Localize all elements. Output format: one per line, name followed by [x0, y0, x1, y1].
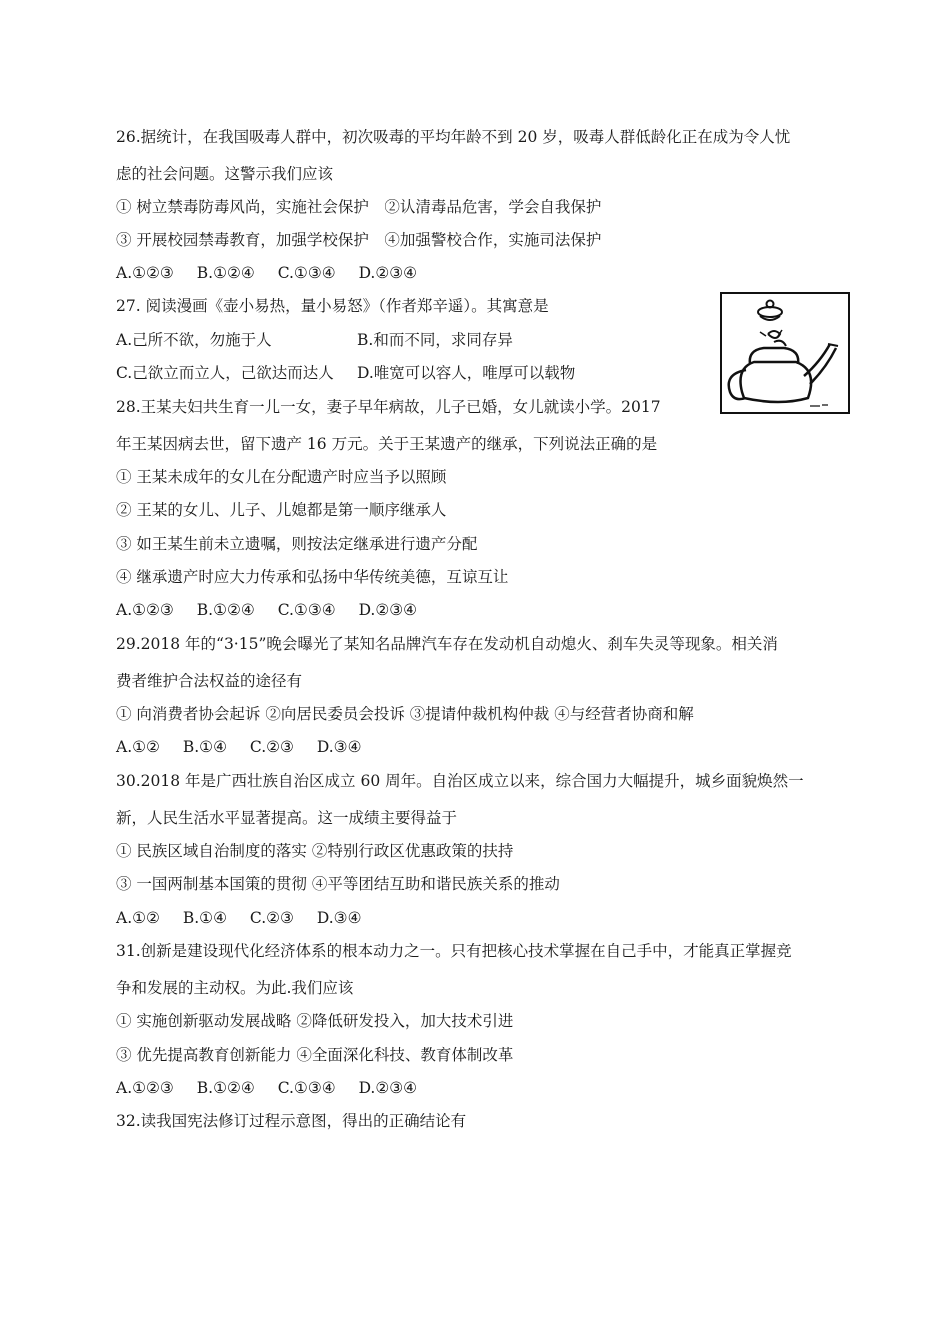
q31-item-line2: ③ 优先提高教育创新能力 ④全面深化科技、教育体制改革: [116, 1046, 514, 1064]
q29-option-d: D.③④: [316, 738, 362, 756]
q31-option-c: C.①③④: [277, 1079, 336, 1097]
q29-option-a: A.①②: [116, 738, 160, 756]
q26-options: [116, 263, 435, 283]
q28-item-1: ① 王某未成年的女儿在分配遗产时应当予以照顾: [116, 468, 447, 486]
q26-stem-line2: 虑的社会问题。这警示我们应该: [116, 165, 334, 183]
q28-option-a: A.①②③: [116, 601, 174, 619]
q26-option-d: D.②③④: [358, 264, 418, 282]
q28-item-4: ④ 继承遗产时应大力传承和弘扬中华传统美德，互谅互让: [116, 568, 509, 586]
q30-option-a: A.①②: [116, 909, 160, 927]
q31-stem-line1: 31.创新是建设现代化经济体系的根本动力之一。只有把核心技术掌握在自己手中，才能真正掌握竞: [116, 942, 792, 960]
q30-stem-line1: 30.2018 年是广西壮族自治区成立 60 周年。自治区成立以来，综合国力大幅提升，城乡面貌焕然一: [116, 772, 804, 790]
q30-stem-line2: 新，人民生活水平显著提高。这一成绩主要得益于: [116, 809, 458, 827]
q31-options: [116, 1078, 435, 1098]
q26-item-line2: ③ 开展校园禁毒教育，加强学校保护 ④加强警校合作，实施司法保护: [116, 231, 602, 249]
q30-option-d: D.③④: [316, 909, 362, 927]
q28-stem-line1: 28.王某夫妇共生育一儿一女，妻子早年病故，儿子已婚，女儿就读小学。2017: [116, 398, 661, 416]
q29-stem-line2: 费者维护合法权益的途径有: [116, 672, 303, 690]
q26-option-a: A.①②③: [116, 264, 174, 282]
q30-item-line2: ③ 一国两制基本国策的贯彻 ④平等团结互助和谐民族关系的推动: [116, 875, 560, 893]
q26-item-line1: ① 树立禁毒防毒风尚，实施社会保护 ②认清毒品危害，学会自我保护: [116, 198, 602, 216]
q29-option-b: B.①④: [182, 738, 227, 756]
q30-option-c: C.②③: [249, 909, 294, 927]
q31-option-a: A.①②③: [116, 1079, 174, 1097]
q27-stem: 27. 阅读漫画《壶小易热，量小易怒》（作者郑辛遥）。其寓意是: [116, 297, 549, 315]
q28-item-2: ② 王某的女儿、儿子、儿媳都是第一顺序继承人: [116, 501, 447, 519]
q30-item-line1: ① 民族区域自治制度的落实 ②特别行政区优惠政策的扶持: [116, 842, 514, 860]
q31-option-b: B.①②④: [196, 1079, 255, 1097]
q28-item-3: ③ 如王某生前未立遗嘱，则按法定继承进行遗产分配: [116, 535, 478, 553]
q31-item-line1: ① 实施创新驱动发展战略 ②降低研发投入，加大技术引进: [116, 1012, 514, 1030]
q29-option-c: C.②③: [249, 738, 294, 756]
q28-stem-line2: 年王某因病去世，留下遗产 16 万元。关于王某遗产的继承，下列说法正确的是: [116, 435, 658, 453]
q26-option-b: B.①②④: [196, 264, 255, 282]
q27-option-a: A.己所不欲，勿施于人: [116, 331, 272, 349]
q32-stem: 32.读我国宪法修订过程示意图，得出的正确结论有: [116, 1112, 467, 1130]
q30-options: [116, 908, 379, 928]
q28-option-c: C.①③④: [277, 601, 336, 619]
q31-option-d: D.②③④: [358, 1079, 418, 1097]
q26-stem-line1: 26.据统计，在我国吸毒人群中，初次吸毒的平均年龄不到 20 岁，吸毒人群低龄化正在成为令人忧: [116, 128, 791, 146]
q27-option-c: C.己欲立而立人，己欲达而达人: [116, 364, 334, 382]
q30-option-b: B.①④: [182, 909, 227, 927]
q26-option-c: C.①③④: [277, 264, 336, 282]
q27-option-d: D.唯宽可以容人，唯厚可以载物: [357, 364, 576, 382]
teapot-cartoon-image: [720, 292, 850, 414]
q28-options: [116, 600, 435, 620]
q31-stem-line2: 争和发展的主动权。为此.我们应该: [116, 979, 354, 997]
q28-option-b: B.①②④: [196, 601, 255, 619]
q29-options: [116, 737, 379, 757]
q27-option-b: B.和而不同，求同存异: [357, 331, 513, 349]
q29-stem-line1: 29.2018 年的“3·15”晚会曝光了某知名品牌汽车存在发动机自动熄火、刹车失灵等现象。相关消: [116, 635, 778, 653]
q28-option-d: D.②③④: [358, 601, 418, 619]
q29-items: ① 向消费者协会起诉 ②向居民委员会投诉 ③提请仲裁机构仲裁 ④与经营者协商和解: [116, 705, 694, 723]
